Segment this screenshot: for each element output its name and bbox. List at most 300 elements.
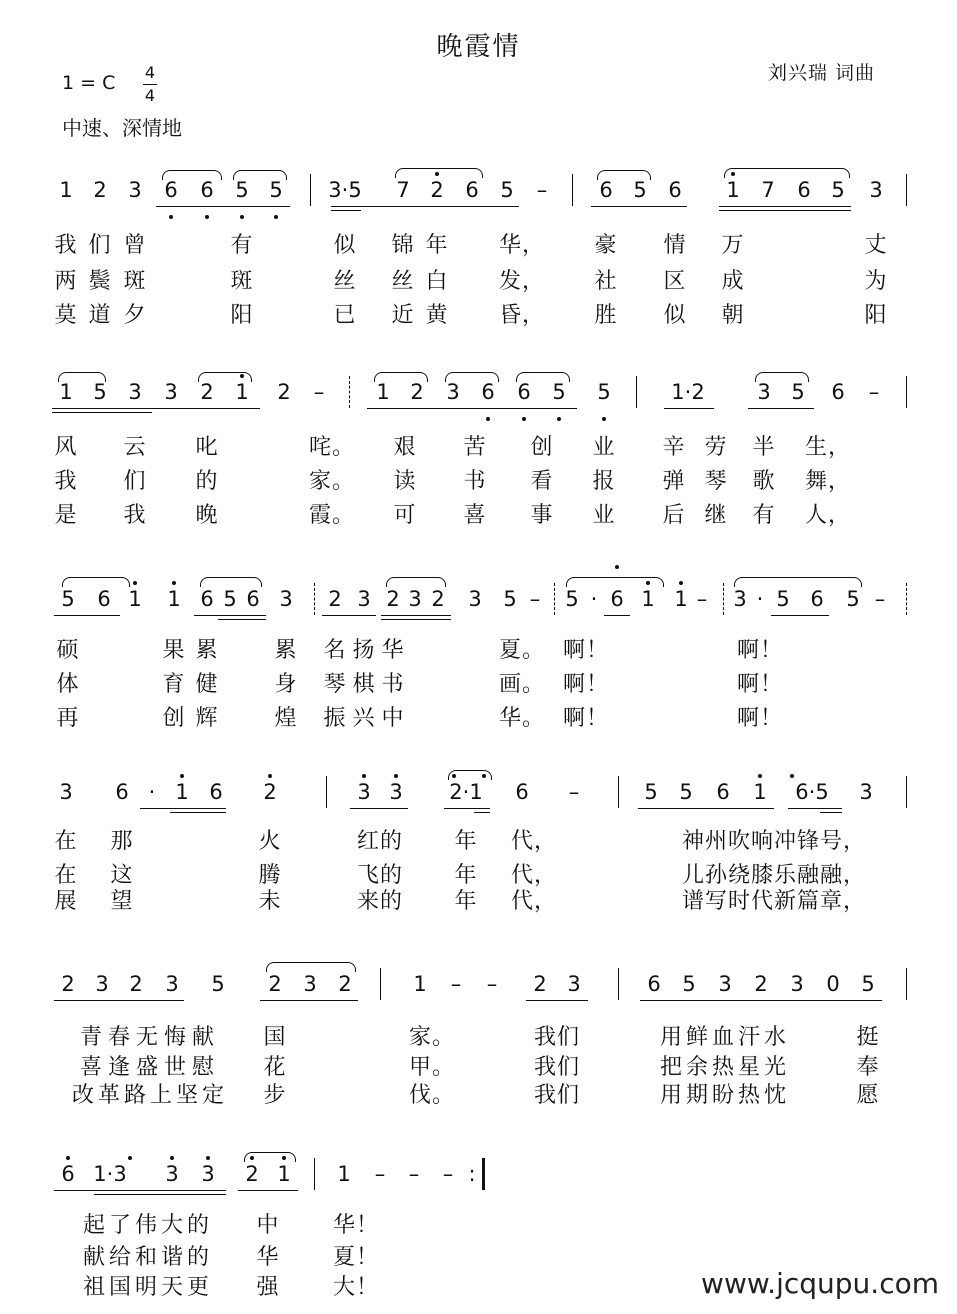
- lyric: 发，: [498, 269, 546, 294]
- notation-line: [48, 577, 918, 637]
- beam: [170, 812, 226, 813]
- octave-dot: [557, 417, 561, 421]
- lyric: 红的: [356, 829, 404, 854]
- note: –: [868, 380, 880, 404]
- barline: [572, 174, 573, 206]
- note: 6: [97, 587, 111, 611]
- lyric: 在: [54, 829, 78, 854]
- beam: [52, 412, 152, 413]
- note: 3: [164, 380, 178, 404]
- lyric: 献给和谐的: [82, 1245, 214, 1270]
- lyric: 飞的: [356, 863, 404, 888]
- note: 3: [357, 780, 371, 804]
- note: 3: [859, 780, 873, 804]
- note: 1: [59, 380, 73, 404]
- note: 3: [718, 972, 732, 996]
- lyric: 挺: [856, 1025, 880, 1050]
- beam: [331, 206, 389, 207]
- note: 6·5: [795, 780, 829, 804]
- lyric: 国: [263, 1025, 287, 1050]
- note: 5: [61, 587, 75, 611]
- octave-dot: [522, 417, 526, 421]
- lyric: 们: [88, 233, 112, 258]
- slur: [266, 962, 356, 972]
- lyric: 似: [333, 233, 357, 258]
- note: 1: [413, 972, 427, 996]
- lyric: 斑: [123, 269, 147, 294]
- lyric: 愿: [856, 1083, 880, 1108]
- note: –: [568, 780, 580, 804]
- note: 6: [515, 780, 529, 804]
- lyric: 育: [162, 672, 186, 697]
- barline: [906, 968, 907, 1000]
- barline: [906, 174, 907, 206]
- lyric: 体: [56, 672, 80, 697]
- beam: [260, 1000, 358, 1001]
- lyric: 家。: [308, 469, 356, 494]
- barline: [310, 174, 311, 206]
- time-signature: [141, 62, 159, 107]
- lyrics-verse-1: [48, 430, 918, 462]
- octave-dot: [282, 1156, 286, 1160]
- lyric: 辉: [195, 706, 219, 731]
- beam: [526, 1000, 588, 1001]
- octave-dot: [268, 774, 272, 778]
- lyric: 年: [454, 863, 478, 888]
- repeat-sign: :: [468, 1162, 476, 1186]
- lyric: 中: [381, 706, 405, 731]
- lyric: 艰: [393, 435, 417, 460]
- note: 2: [328, 587, 342, 611]
- note: 2: [129, 972, 143, 996]
- lyric: 我们: [533, 1025, 581, 1050]
- note: 2: [431, 587, 445, 611]
- note: 3: [128, 380, 142, 404]
- note: 3: [95, 972, 109, 996]
- note: 5: [679, 780, 693, 804]
- note: 2: [268, 972, 282, 996]
- lyric: 区: [663, 269, 687, 294]
- lyric: 创: [530, 435, 554, 460]
- lyric: 年: [425, 233, 449, 258]
- lyric: 斑: [230, 269, 254, 294]
- lyric: 丈: [864, 233, 888, 258]
- note: 1: [175, 780, 189, 804]
- note: 1: [726, 178, 740, 202]
- beam: [638, 808, 774, 809]
- slur: [374, 372, 428, 382]
- notation-line: [48, 1152, 918, 1212]
- octave-dot: [731, 172, 735, 176]
- octave-dot: [615, 565, 619, 569]
- note: 2: [200, 380, 214, 404]
- lyric: 可: [393, 503, 417, 528]
- notation-line: [48, 370, 918, 430]
- note: 3: [165, 972, 179, 996]
- lyric: 用鲜血汗水: [659, 1025, 791, 1050]
- lyric: 硕: [56, 638, 80, 663]
- note: –: [874, 587, 886, 611]
- lyric: 书: [463, 469, 487, 494]
- lyrics-verse-3: [48, 701, 918, 733]
- beam: [331, 210, 361, 211]
- beam: [381, 619, 451, 620]
- beam: [788, 808, 842, 809]
- lyric: 歌: [752, 469, 776, 494]
- lyric: 那: [110, 829, 134, 854]
- lyric: 中: [256, 1213, 280, 1238]
- note: 2: [386, 587, 400, 611]
- time-top: 4: [144, 63, 156, 82]
- lyric: 琴: [704, 469, 728, 494]
- lyric: 道: [88, 303, 112, 328]
- note: 3: [165, 1162, 179, 1186]
- note: 5: [552, 380, 566, 404]
- lyric: 情: [663, 233, 687, 258]
- lyric: 奉: [856, 1055, 880, 1080]
- lyric: 人，: [804, 503, 852, 528]
- note: 1: [277, 1162, 291, 1186]
- note: ·: [590, 587, 598, 611]
- note: 2: [277, 380, 291, 404]
- slur: [734, 577, 862, 587]
- lyric: 夕: [123, 303, 147, 328]
- note: 2: [533, 972, 547, 996]
- note: 6: [200, 178, 214, 202]
- barline: [314, 1158, 315, 1190]
- lyric: 煌: [274, 706, 298, 731]
- lyric: 祖国明天更: [82, 1275, 214, 1300]
- beam: [322, 615, 376, 616]
- lyric: 业: [592, 503, 616, 528]
- note: 3: [128, 178, 142, 202]
- beam: [156, 206, 290, 207]
- note: 5: [503, 587, 517, 611]
- barline: [906, 776, 907, 808]
- slur: [233, 170, 287, 180]
- note: 5: [633, 178, 647, 202]
- lyric: 华。: [498, 706, 546, 731]
- lyric: 兴: [352, 706, 376, 731]
- note: 6: [115, 780, 129, 804]
- lyric: 鬓: [88, 269, 112, 294]
- lyric: 看: [530, 469, 554, 494]
- lyric: 辛: [662, 435, 686, 460]
- note: 1: [128, 587, 142, 611]
- lyric: 画。: [498, 672, 546, 697]
- note: 3: [201, 1162, 215, 1186]
- note: –: [374, 1162, 386, 1186]
- note: 6: [209, 780, 223, 804]
- note: 7: [396, 178, 410, 202]
- lyric: 创: [162, 706, 186, 731]
- lyric: 朝: [721, 303, 745, 328]
- lyrics-verse-3: [48, 884, 918, 916]
- lyric: 叱: [195, 435, 219, 460]
- site-watermark: www.jcqupu.com: [701, 1267, 939, 1300]
- lyric: 年: [454, 829, 478, 854]
- lyric: 振: [323, 706, 347, 731]
- barline: [723, 583, 724, 615]
- octave-dot: [250, 1156, 254, 1160]
- beam: [140, 808, 226, 809]
- octave-dot: [240, 215, 244, 219]
- lyric: 两: [54, 269, 78, 294]
- key-signature: 1 = C: [62, 72, 116, 94]
- lyric: 起了伟大的: [82, 1213, 214, 1238]
- note: –: [313, 380, 325, 404]
- beam: [350, 808, 408, 809]
- note: 6: [164, 178, 178, 202]
- octave-dot: [790, 774, 794, 778]
- slur: [395, 168, 483, 178]
- note: 3: [869, 178, 883, 202]
- lyric: 黄: [425, 303, 449, 328]
- lyric: 伐。: [408, 1083, 456, 1108]
- beam: [194, 615, 266, 616]
- note: –: [696, 587, 708, 611]
- slur: [516, 372, 570, 382]
- slur: [386, 577, 446, 587]
- lyrics-verse-1: [48, 1020, 918, 1052]
- lyric: 强: [256, 1275, 280, 1300]
- lyric: 身: [274, 672, 298, 697]
- octave-dot: [362, 774, 366, 778]
- lyric: 谱写时代新篇章，: [681, 889, 867, 914]
- lyric: 果: [162, 638, 186, 663]
- barline: [636, 376, 637, 408]
- lyrics-verse-1: [48, 824, 918, 856]
- note: 3: [446, 380, 460, 404]
- beam: [389, 206, 519, 207]
- time-bottom: 4: [144, 86, 156, 105]
- lyrics-verse-2: [48, 667, 918, 699]
- lyric: 胜: [594, 303, 618, 328]
- note: 6: [610, 587, 624, 611]
- lyric: 代，: [510, 863, 558, 888]
- lyric: 我: [123, 503, 147, 528]
- lyric: 阳: [230, 303, 254, 328]
- lyric: 书: [381, 672, 405, 697]
- octave-dot: [240, 374, 244, 378]
- lyric: 昏，: [498, 303, 546, 328]
- lyric: 啊！: [562, 706, 610, 731]
- lyric: 代，: [510, 889, 558, 914]
- note: 5: [682, 972, 696, 996]
- lyric: 丝: [391, 269, 415, 294]
- barline: [618, 776, 619, 808]
- repeat-barline: [482, 1158, 485, 1190]
- note: 2: [338, 972, 352, 996]
- note: 6: [465, 178, 479, 202]
- note: 3: [59, 780, 73, 804]
- octave-dot: [602, 417, 606, 421]
- note: 3: [357, 587, 371, 611]
- beam: [54, 1000, 184, 1001]
- note: 1·3: [93, 1162, 127, 1186]
- lyric: 棋: [352, 672, 376, 697]
- barline: [349, 376, 350, 408]
- lyric: 霞。: [308, 503, 356, 528]
- slur: [198, 372, 252, 382]
- tempo-marking: 中速、深情地: [62, 116, 182, 140]
- note: 5: [269, 178, 283, 202]
- slur: [445, 372, 499, 382]
- octave-dot: [452, 774, 456, 778]
- barline: [554, 583, 555, 615]
- note: 1: [641, 587, 655, 611]
- note: –: [486, 972, 498, 996]
- note: 3·5: [328, 178, 362, 202]
- note: 6: [61, 1162, 75, 1186]
- lyric: 啊！: [562, 638, 610, 663]
- beam: [367, 408, 577, 409]
- octave-dot: [205, 215, 209, 219]
- barline: [380, 968, 381, 1000]
- note: 7: [761, 178, 775, 202]
- lyric: 夏。: [498, 638, 546, 663]
- note: 0: [826, 972, 840, 996]
- slur: [62, 577, 130, 587]
- lyric: 甲。: [408, 1055, 456, 1080]
- lyric: 神州吹响冲锋号，: [681, 829, 867, 854]
- lyric: 累: [274, 638, 298, 663]
- lyric: 后: [662, 503, 686, 528]
- lyric: 我们: [533, 1055, 581, 1080]
- lyric: 健: [195, 672, 219, 697]
- note: 3: [757, 380, 771, 404]
- lyric: 生，: [804, 435, 852, 460]
- note: 3: [733, 587, 747, 611]
- note: 1: [376, 380, 390, 404]
- lyric: 业: [592, 435, 616, 460]
- beam: [54, 615, 120, 616]
- note: 5: [211, 972, 225, 996]
- note: 5: [831, 178, 845, 202]
- note: –: [450, 972, 462, 996]
- lyric: 儿孙绕膝乐融融，: [681, 863, 867, 888]
- note: 3: [303, 972, 317, 996]
- lyric: 累: [195, 638, 219, 663]
- lyric: 丝: [333, 269, 357, 294]
- lyric: 成: [721, 269, 745, 294]
- lyrics-verse-3: [48, 1078, 918, 1110]
- lyric: 大！: [332, 1275, 380, 1300]
- octave-dot: [128, 1156, 132, 1160]
- lyric: 阳: [864, 303, 888, 328]
- note: 1: [337, 1162, 351, 1186]
- lyric: 腾: [258, 863, 282, 888]
- lyric: 啊！: [736, 706, 784, 731]
- beam: [771, 615, 829, 616]
- lyric: 啊！: [562, 672, 610, 697]
- lyric: 似: [663, 303, 687, 328]
- note: 6: [716, 780, 730, 804]
- beam: [474, 812, 490, 813]
- octave-dot: [133, 581, 137, 585]
- lyrics-verse-1: [48, 1208, 918, 1240]
- lyric: 未: [258, 889, 282, 914]
- slur: [755, 372, 809, 382]
- lyric: 华: [381, 638, 405, 663]
- octave-dot: [394, 774, 398, 778]
- lyrics-verse-2: [48, 264, 918, 296]
- lyric: 用期盼热忱: [659, 1083, 791, 1108]
- lyric: 喜: [463, 503, 487, 528]
- lyric: 展: [54, 889, 78, 914]
- beam: [664, 408, 714, 409]
- song-title: 晚霞情: [436, 32, 521, 62]
- lyric: 琴: [323, 672, 347, 697]
- note: 3: [279, 587, 293, 611]
- note: 3: [408, 587, 422, 611]
- notation-line: [48, 962, 918, 1022]
- note: 2: [263, 780, 277, 804]
- note: 2: [754, 972, 768, 996]
- lyrics-verse-1: [48, 633, 918, 665]
- note: ·: [148, 780, 156, 804]
- lyric: 锦: [391, 233, 415, 258]
- note: 6: [647, 972, 661, 996]
- note: 5: [861, 972, 875, 996]
- note: 5: [500, 178, 514, 202]
- barline: [618, 968, 619, 1000]
- note: 5: [846, 587, 860, 611]
- note: 5: [93, 380, 107, 404]
- note: 5: [776, 587, 790, 611]
- lyric: 风: [54, 435, 78, 460]
- note: 3: [468, 587, 482, 611]
- lyrics-verse-1: [48, 228, 918, 260]
- octave-dot: [170, 1156, 174, 1160]
- beam: [381, 615, 451, 616]
- lyric: 舞，: [804, 469, 852, 494]
- lyric: 白: [425, 269, 449, 294]
- lyric: 这: [110, 863, 134, 888]
- note: 6: [481, 380, 495, 404]
- lyric: 把余热星光: [659, 1055, 791, 1080]
- lyric: 云: [123, 435, 147, 460]
- note: 5: [597, 380, 611, 404]
- lyric: 社: [594, 269, 618, 294]
- lyric: 改革路上坚定: [71, 1083, 229, 1108]
- lyric: 华！: [332, 1213, 380, 1238]
- barline: [906, 376, 907, 408]
- lyric: 我: [54, 233, 78, 258]
- barline: [326, 776, 327, 808]
- octave-dot: [206, 1156, 210, 1160]
- lyric: 豪: [594, 233, 618, 258]
- lyric: 步: [263, 1083, 287, 1108]
- octave-dot: [482, 774, 486, 778]
- beam: [591, 206, 687, 207]
- lyric: 再: [56, 706, 80, 731]
- note: 6: [246, 587, 260, 611]
- beam: [820, 812, 842, 813]
- note: 6: [797, 178, 811, 202]
- lyrics-verse-3: [48, 498, 918, 530]
- note: –: [442, 1162, 454, 1186]
- lyric: 喜逢盛世慰: [79, 1055, 221, 1080]
- lyric: 已: [333, 303, 357, 328]
- lyric: 苦: [463, 435, 487, 460]
- lyric: 华，: [498, 233, 546, 258]
- lyric: 扬: [352, 638, 376, 663]
- lyric: 读: [393, 469, 417, 494]
- note: 2: [93, 178, 107, 202]
- note: 1: [167, 587, 181, 611]
- lyric: 近: [391, 303, 415, 328]
